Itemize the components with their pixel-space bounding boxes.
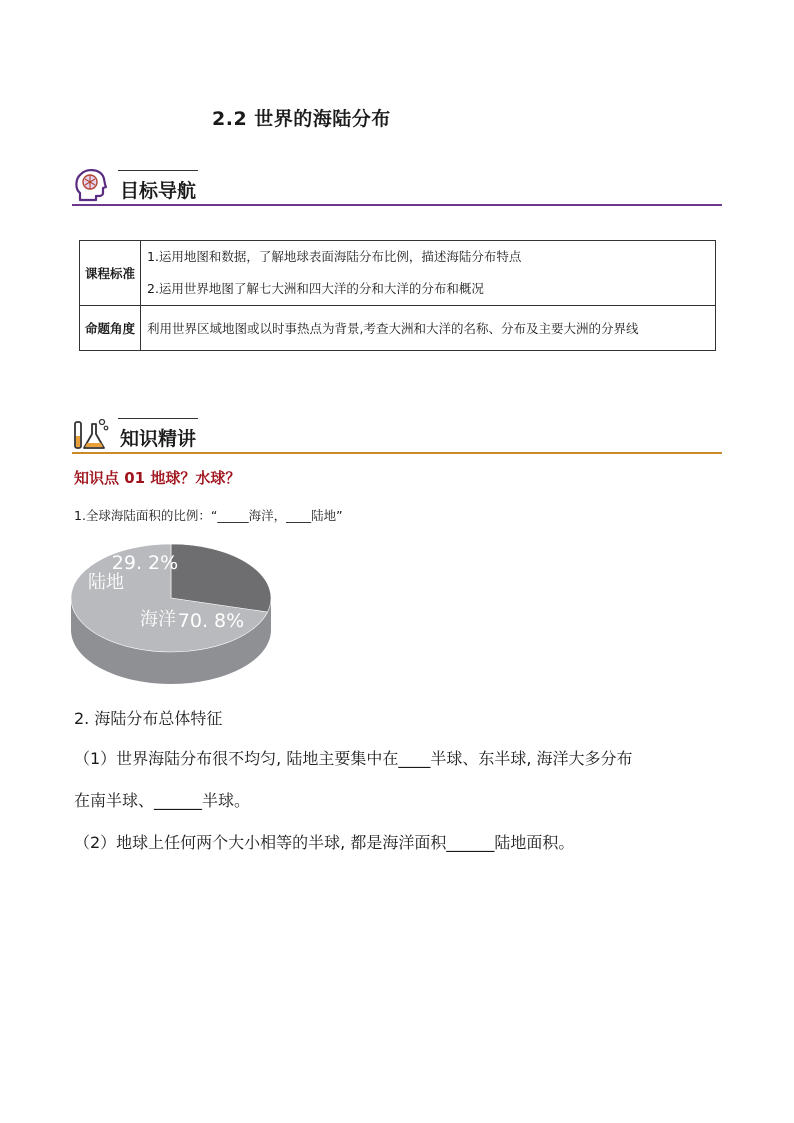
section-title: 知识精讲	[120, 428, 197, 450]
paragraph: 在南半球、______半球。	[74, 791, 251, 810]
question-text: 1.全球海陆面积的比例：“_____海洋，____陆地”	[74, 508, 343, 523]
section-divider	[72, 452, 722, 454]
subsection-title: 2. 海陆分布总体特征	[74, 709, 223, 728]
lab-flask-icon	[72, 414, 112, 454]
section-topline	[118, 418, 198, 419]
row-header: 课程标准	[80, 241, 141, 306]
section-divider	[72, 204, 722, 206]
table-row	[80, 306, 716, 351]
brain-head-icon	[72, 166, 112, 206]
slice-name-label: 海洋	[140, 609, 176, 630]
paragraph: （1）世界海陆分布很不均匀, 陆地主要集中在____半球、东半球, 海洋大多分布	[74, 749, 633, 768]
row-header: 命题角度	[80, 306, 141, 351]
slice-value-label: 70. 8%	[177, 610, 245, 632]
standards-table	[79, 240, 716, 351]
table-row	[80, 241, 716, 306]
knowledge-point-title: 知识点 01 地球？水球？	[74, 469, 241, 487]
slice-name-label: 陆地	[88, 572, 124, 593]
section-title: 目标导航	[120, 180, 197, 202]
section-topline	[118, 170, 198, 171]
section-header-knowledge	[72, 414, 722, 458]
paragraph: （2）地球上任何两个大小相等的半球, 都是海洋面积______陆地面积。	[74, 833, 575, 852]
standard-line: 2.运用世界地图了解七大洲和四大洋的分和大洋的分布和概况	[147, 281, 484, 296]
section-header-goals	[72, 166, 722, 210]
page-title: 2.2 世界的海陆分布	[212, 108, 391, 130]
land-sea-pie-chart	[68, 535, 278, 695]
table-cell: 利用世界区域地图或以时事热点为背景,考查大洲和大洋的名称、分布及主要大洲的分界线	[141, 306, 716, 351]
standard-line: 1.运用地图和数据，了解地球表面海陆分布比例，描述海陆分布特点	[147, 249, 522, 264]
table-cell	[141, 241, 716, 306]
slice-value-label: 29. 2%	[111, 552, 179, 574]
